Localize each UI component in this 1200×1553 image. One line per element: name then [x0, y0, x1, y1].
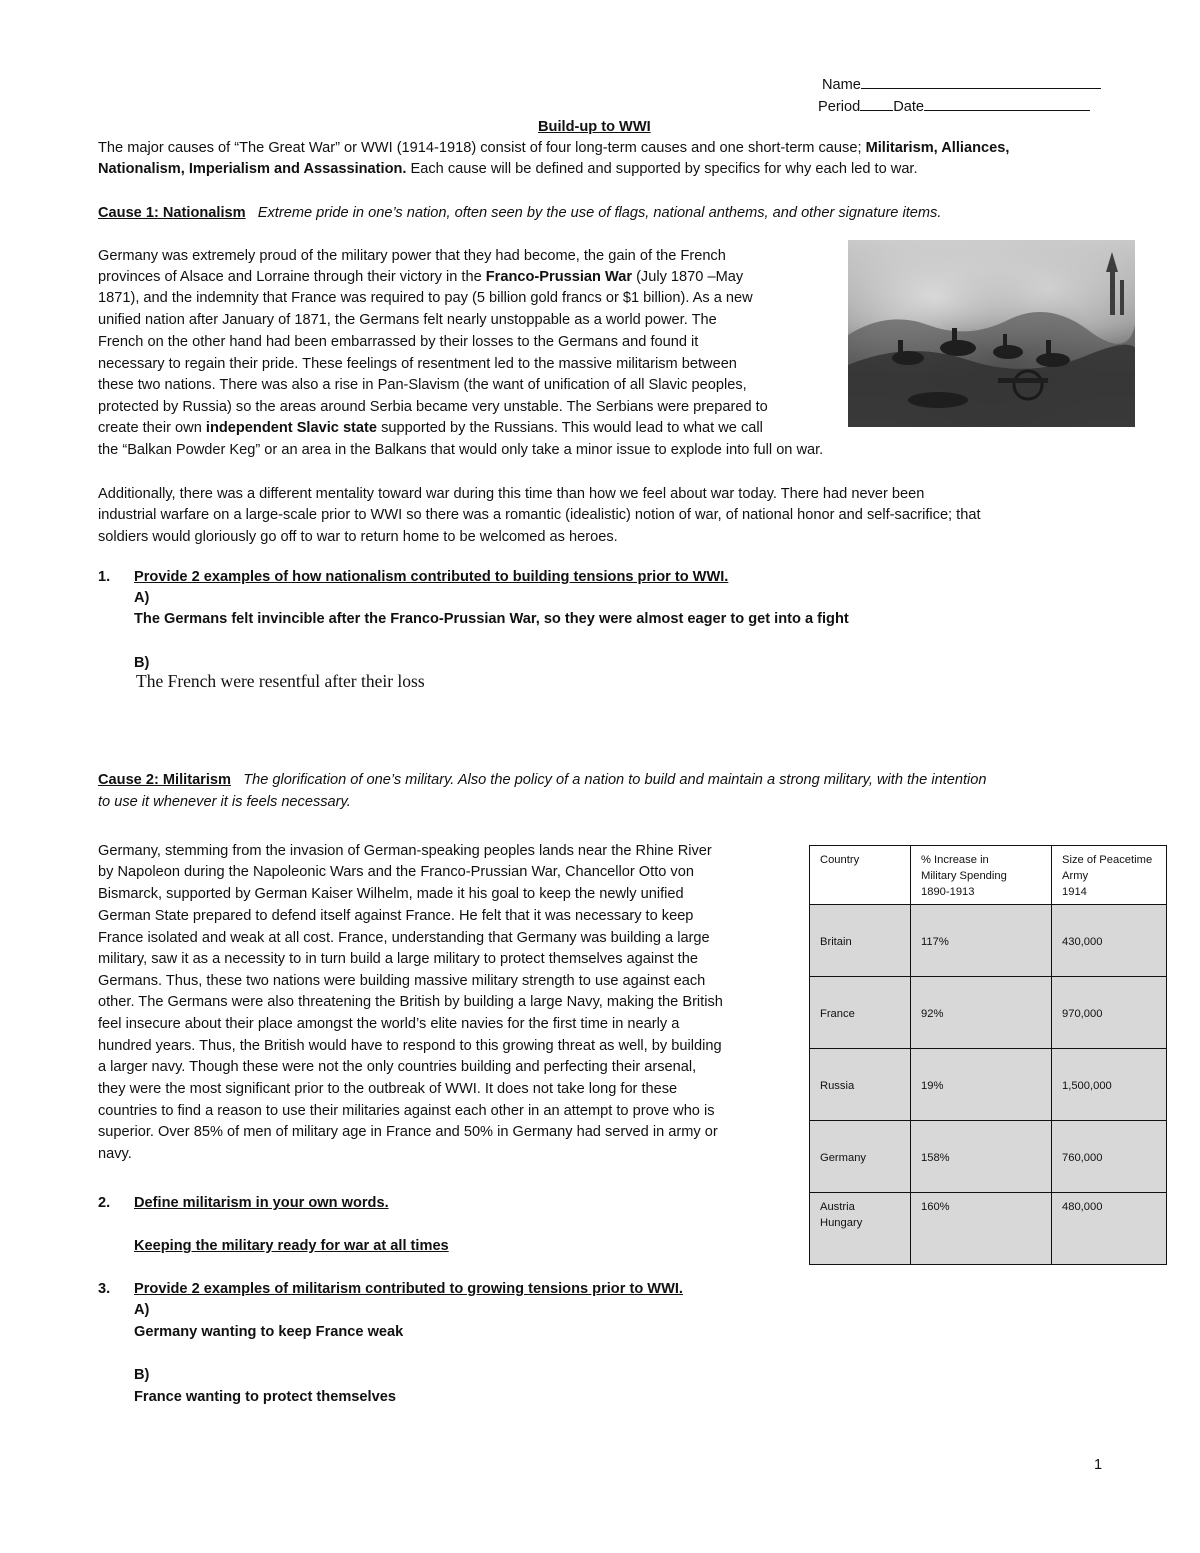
q3-b-answer[interactable]: France wanting to protect themselves	[134, 1389, 396, 1405]
c2p1-line: hundred years. Thus, the British would have to respond to this growing threat as well, by building	[98, 1038, 722, 1054]
q1-number: 1.	[98, 569, 111, 585]
name-field[interactable]	[822, 73, 1101, 97]
table-cell-spending-increase: 158%	[911, 1121, 1052, 1193]
intro-line-2	[98, 159, 918, 181]
table-header-cell	[1052, 846, 1167, 905]
c1p1-line: these two nations. There was also a rise in Pan-Slavism (the want of unification of all Slavic peoples,	[98, 377, 747, 393]
q3-number: 3.	[98, 1281, 111, 1297]
q2-number: 2.	[98, 1195, 111, 1211]
c2p1-line: Germany, stemming from the invasion of German-speaking peoples lands near the Rhine River	[98, 843, 712, 859]
q2-text: Define militarism in your own words.	[134, 1195, 389, 1211]
c1p1-line: Germany was extremely proud of the military power that they had become, the gain of the French	[98, 248, 726, 264]
c2p1-line: Bismarck, supported by German Kaiser Wilhelm, made it his goal to keep the newly unified	[98, 886, 684, 902]
q1-a-label: A)	[134, 590, 150, 606]
country-name: France	[820, 1007, 855, 1020]
country-name: Austria	[820, 1201, 855, 1213]
battle-scene-icon	[848, 240, 1135, 427]
table-row	[810, 1193, 1167, 1265]
table-cell-army-size: 970,000	[1052, 977, 1167, 1049]
table-cell-spending-increase: 19%	[911, 1049, 1052, 1121]
cause2-definition: The glorification of one’s military. Also the policy of a nation to build and maintain a strong military, with the intention	[243, 772, 987, 788]
table-cell-country	[810, 905, 911, 977]
intro-text: The major causes of “The Great War” or WWI (1914-1918) consist of four long-term causes and one short-term cause;	[98, 140, 866, 156]
table-header-row	[810, 846, 1167, 905]
q1-b-answer[interactable]: The French were resentful after their loss	[136, 671, 425, 691]
c2p1-line: German State prepared to defend itself against France. He felt that it was necessary to keep	[98, 908, 694, 924]
table-header-text: 1914	[1062, 886, 1087, 898]
c2p1-line: superior. Over 85% of men of military age in France and 50% in Germany had served in army or	[98, 1124, 718, 1140]
c2p1-line: France isolated and weak at all cost. France, understanding that Germany was building a large	[98, 930, 710, 946]
c2p1-line: military, saw it as a necessity to in turn build a large military to protect themselves against the	[98, 951, 698, 967]
page-title: Build-up to WWI	[538, 119, 651, 135]
q1-a-answer[interactable]: The Germans felt invincible after the Franco-Prussian War, so they were almost eager to get into a fight	[134, 611, 849, 627]
c1p1-line: unified nation after January of 1871, the Germans felt nearly unstoppable as a world power. The	[98, 312, 717, 328]
table-cell-country	[810, 1049, 911, 1121]
military-spending-table	[809, 845, 1167, 1265]
country-name: Germany	[820, 1151, 867, 1164]
c2p1-line: Germans. Thus, these two nations were building massive military strength to use against each	[98, 973, 706, 989]
cause1-heading-line	[98, 203, 941, 225]
cause1-definition: Extreme pride in one’s nation, often seen by the use of flags, national anthems, and other signature items.	[257, 205, 942, 221]
q3-text: Provide 2 examples of militarism contributed to growing tensions prior to WWI.	[134, 1281, 683, 1297]
q3-a-label: A)	[134, 1302, 150, 1318]
name-label: Name	[822, 77, 861, 93]
c2p1-line: navy.	[98, 1146, 132, 1162]
table-header-text: Country	[820, 854, 860, 866]
c1p2-line: Additionally, there was a different mentality toward war during this time than how we feel about war today. There had never been	[98, 486, 925, 502]
q3-a-answer[interactable]: Germany wanting to keep France weak	[134, 1324, 404, 1340]
c1p1-line: provinces of Alsace and Lorraine through their victory in the Franco-Prussian War (July 1870 –May	[98, 269, 744, 285]
table-header-cell	[810, 846, 911, 905]
table-cell-country	[810, 1193, 911, 1265]
cause1-heading: Cause 1: Nationalism	[98, 205, 246, 221]
cause2-heading: Cause 2: Militarism	[98, 772, 232, 788]
table-header-text: Size of Peacetime	[1062, 854, 1153, 866]
q1-b-label: B)	[134, 655, 150, 671]
page-number: 1	[1094, 1457, 1103, 1473]
table-header-text: Military Spending	[921, 870, 1007, 882]
table-header-cell	[911, 846, 1052, 905]
c1p1-line: necessary to regain their pride. These feelings of resentment led to the massive militarism between	[98, 356, 737, 372]
table-row	[810, 1049, 1167, 1121]
c2p1-line: countries to find a reason to use their militaries against each other in an attempt to prove who is	[98, 1103, 715, 1119]
slavic-state-bold: independent Slavic state	[205, 420, 378, 436]
table-cell-country	[810, 1121, 911, 1193]
intro-text-2: Each cause will be defined and supported by specifics for why each led to war.	[406, 161, 918, 177]
country-name: Britain	[820, 935, 852, 948]
table-cell-army-size: 480,000	[1052, 1193, 1167, 1265]
date-blank[interactable]	[924, 95, 1090, 111]
c2p1-line: a larger navy. Though these were not the only countries building and perfecting their arsenal,	[98, 1059, 697, 1075]
cause2-definition-line-2: to use it whenever it is feels necessary.	[98, 794, 351, 810]
period-blank[interactable]	[860, 95, 893, 111]
table-row	[810, 977, 1167, 1049]
table-row	[810, 905, 1167, 977]
table-header-text: Army	[1062, 870, 1089, 882]
q1-text: Provide 2 examples of how nationalism contributed to building tensions prior to WWI.	[134, 569, 729, 585]
table-row	[810, 1121, 1167, 1193]
name-blank[interactable]	[861, 73, 1101, 89]
battle-engraving-image	[848, 240, 1135, 427]
c1p1-line: 1871), and the indemnity that France was required to pay (5 billion gold francs or $1 billion). As a new	[98, 290, 753, 306]
franco-prussian-war-bold: Franco-Prussian War	[485, 269, 633, 285]
c1p2-line: soldiers would gloriously go off to war to return home to be welcomed as heroes.	[98, 529, 618, 545]
table-cell-army-size: 1,500,000	[1052, 1049, 1167, 1121]
c1p1-line: protected by Russia) so the areas around Serbia became very unstable. The Serbians were prepared to	[98, 399, 768, 415]
table-cell-spending-increase: 117%	[911, 905, 1052, 977]
period-date-field[interactable]	[818, 95, 1090, 119]
table-cell-army-size: 760,000	[1052, 1121, 1167, 1193]
cause2-heading-line	[98, 770, 987, 792]
q3-b-label: B)	[134, 1367, 150, 1383]
table-cell-spending-increase: 160%	[911, 1193, 1052, 1265]
c2p1-line: other. The Germans were also threatening the British by building a large Navy, making the British	[98, 994, 723, 1010]
country-name: Hungary	[820, 1217, 863, 1229]
table-header-text: % Increase in	[921, 854, 989, 866]
c1p1-line: French on the other hand had been embarrassed by their losses to the Germans and found it	[98, 334, 699, 350]
table-cell-army-size: 430,000	[1052, 905, 1167, 977]
intro-line-1	[98, 138, 1009, 160]
c2p1-line: feel insecure about their place amongst the world’s elite navies for the first time in nearly a	[98, 1016, 680, 1032]
period-label: Period	[818, 99, 861, 115]
c1p2-line: industrial warfare on a large-scale prior to WWI so there was a romantic (idealistic) notion of war, of national honor and self-sacrifice; that	[98, 507, 981, 523]
c1p1-line: the “Balkan Powder Keg” or an area in the Balkans that would only take a minor issue to explode into full on war.	[98, 442, 824, 458]
date-label: Date	[893, 99, 925, 115]
c1p1-line: create their own independent Slavic state supported by the Russians. This would lead to what we call	[98, 420, 763, 436]
intro-causes-bold-2: Nationalism, Imperialism and Assassination.	[98, 161, 407, 177]
q2-answer[interactable]: Keeping the military ready for war at all times	[134, 1238, 449, 1254]
table-header-text: 1890-1913	[921, 886, 975, 898]
c2p1-line: by Napoleon during the Napoleonic Wars and the Franco-Prussian War, Chancellor Otto von	[98, 864, 694, 880]
c2p1-line: they were the most significant prior to the outbreak of WWI. It does not take long for these	[98, 1081, 678, 1097]
table-cell-country	[810, 977, 911, 1049]
table-cell-spending-increase: 92%	[911, 977, 1052, 1049]
country-name: Russia	[820, 1079, 855, 1092]
intro-causes-bold: Militarism, Alliances,	[865, 140, 1010, 156]
